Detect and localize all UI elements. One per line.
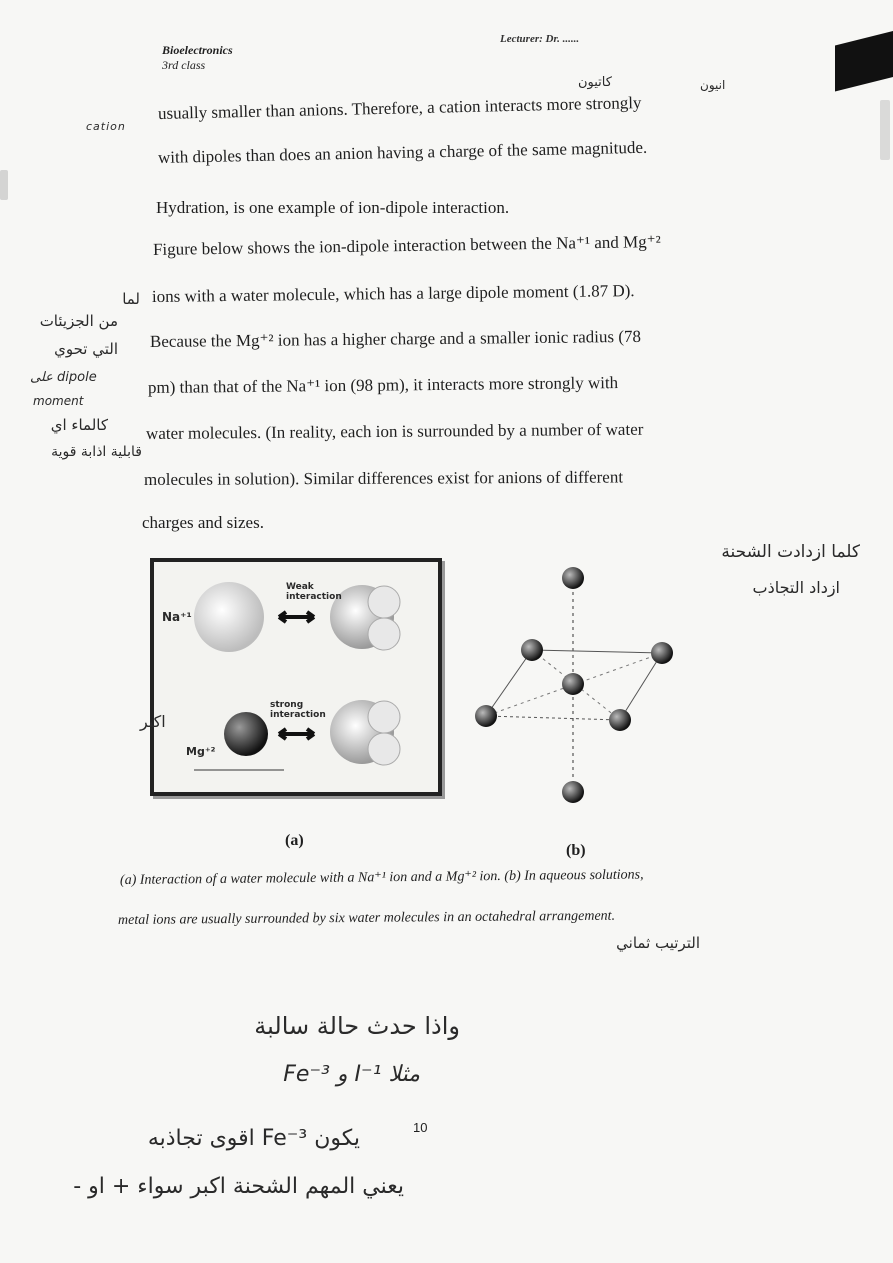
ligand-front-left [475, 705, 497, 727]
ligand-front-right [609, 709, 631, 731]
mg-label: Mg⁺² [186, 745, 216, 758]
handwritten-cation-ar: كاتيون [578, 75, 612, 90]
margin-note-7: قابلية اذابة قوية [51, 444, 142, 460]
body-line-7: pm) than that of the Na⁺¹ ion (98 pm), it interacts more strongly with [147, 373, 619, 397]
margin-note-3: التي تحوي [54, 340, 118, 358]
margin-note-4: على dipole [30, 370, 97, 385]
bottom-note-3: يكون Fe⁻³ اقوى تجاذبه [147, 1126, 360, 1151]
right-note-1: كلما ازدادت الشحنة [721, 542, 860, 562]
weak-arrow [279, 612, 314, 622]
body-line-4: Figure below shows the ion-dipole interaction between the Na⁺¹ and Mg⁺² [152, 232, 661, 259]
figure-a-label: (a) [285, 832, 304, 849]
body-line-9: molecules in solution). Similar differences exist for anions of different [143, 467, 624, 489]
lecturer-label: Lecturer: Dr. ...... [500, 33, 580, 45]
metal-ion-center [562, 673, 584, 695]
body-line-6: Because the Mg⁺² ion has a higher charge and a smaller ionic radius (78 [149, 326, 642, 351]
page-number: 10 [413, 1120, 428, 1135]
bigger-note: اكبر [140, 712, 166, 731]
scan-smudge-right [880, 100, 890, 160]
figure-caption-line-2: metal ions are usually surrounded by six water molecules in an octahedral arrangement. [117, 908, 616, 928]
body-line-10: charges and sizes. [142, 513, 264, 532]
body-line-8: water molecules. (In reality, each ion is surrounded by a number of water [145, 419, 644, 443]
body-line-3: Hydration, is one example of ion-dipole interaction. [156, 198, 510, 217]
course-title: Bioelectronics [162, 43, 233, 57]
class-label: 3rd class [162, 58, 206, 72]
bottom-note-2: مثلا I⁻¹ و Fe⁻³ [283, 1062, 420, 1087]
figure-b-octahedral [462, 560, 692, 810]
na-ion-sphere [194, 582, 264, 652]
bottom-note-1: واذا حدث حالة سالبة [254, 1012, 460, 1040]
figure-b-label: (b) [566, 842, 586, 859]
weak-interaction-label: Weak interaction [286, 582, 342, 602]
margin-note-5: moment [33, 394, 84, 408]
strong-arrow [279, 729, 314, 739]
ligand-bottom [562, 781, 584, 803]
handwritten-anion-ar: انيون [700, 78, 726, 92]
mg-ion-sphere [224, 712, 268, 756]
figure-caption-line-1: (a) Interaction of a water molecule with a Na⁺¹ ion and a Mg⁺² ion. (b) In aqueous solutions, [119, 867, 644, 888]
body-line-5: ions with a water molecule, which has a large dipole moment (1.87 D). [151, 281, 635, 306]
strong-interaction-label: strong interaction [270, 700, 326, 720]
margin-note-6: كالماء اي [50, 416, 108, 434]
scan-smudge-left [0, 170, 8, 200]
bottom-note-4: يعني المهم الشحنة اكبر سواء + او - [73, 1174, 404, 1199]
na-label: Na⁺¹ [162, 610, 192, 624]
handwritten-octahedral-note: الترتيب ثماني [616, 934, 700, 952]
ligand-top [562, 567, 584, 589]
body-line-2: with dipoles than does an anion having a charge of the same magnitude. [157, 137, 648, 167]
margin-note-2: من الجزيئات [39, 312, 118, 330]
body-line-1: usually smaller than anions. Therefore, a cation interacts more strongly [157, 93, 642, 123]
water-molecule-bottom [330, 700, 400, 765]
margin-note-1: لما [122, 290, 140, 308]
right-note-2: ازداد التجاذب [752, 578, 840, 597]
ligand-back-right [651, 642, 673, 664]
ligand-back-left [521, 639, 543, 661]
handwritten-cation-margin: cation [86, 120, 126, 133]
torn-corner-mark [835, 31, 893, 92]
